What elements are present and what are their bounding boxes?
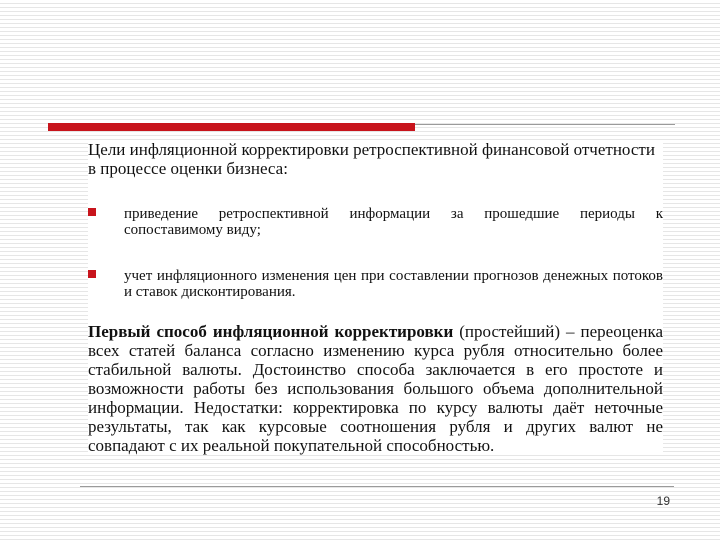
page-number: 19 <box>656 494 670 508</box>
bullet-text: учет инфляционного изменения цен при составлении прогнозов денежных потоков и ставок дисконтирования. <box>124 268 663 300</box>
bottom-divider-line <box>80 486 674 487</box>
method-title: Первый способ инфляционной корректировки <box>88 322 454 341</box>
slide-content <box>88 140 663 455</box>
square-bullet-icon <box>88 208 96 216</box>
bullet-item <box>88 206 663 238</box>
intro-text: Цели инфляционной корректировки ретроспективной финансовой отчетности в процессе оценки бизнеса: <box>88 140 655 178</box>
red-accent-bar <box>48 123 415 131</box>
method-paragraph <box>88 322 663 455</box>
square-bullet-icon <box>88 270 96 278</box>
bullet-list <box>88 206 663 300</box>
bullet-text: приведение ретроспективной информации за прошедшие периоды к сопоставимому виду; <box>124 206 663 238</box>
bullet-item <box>88 268 663 300</box>
method-description: (простейший) – переоценка всех статей баланса согласно изменению курса рубля относительно более стабильной валюты. Достоинство способа заключается в его простоте и возможности работы без использования большого объема дополнительной информации. Недостатки: корректировка по курсу валюты даёт неточные результаты, так как курсовые соотношения рубля и других валют не совпадают с их реальной покупательной способностью. <box>88 322 663 455</box>
